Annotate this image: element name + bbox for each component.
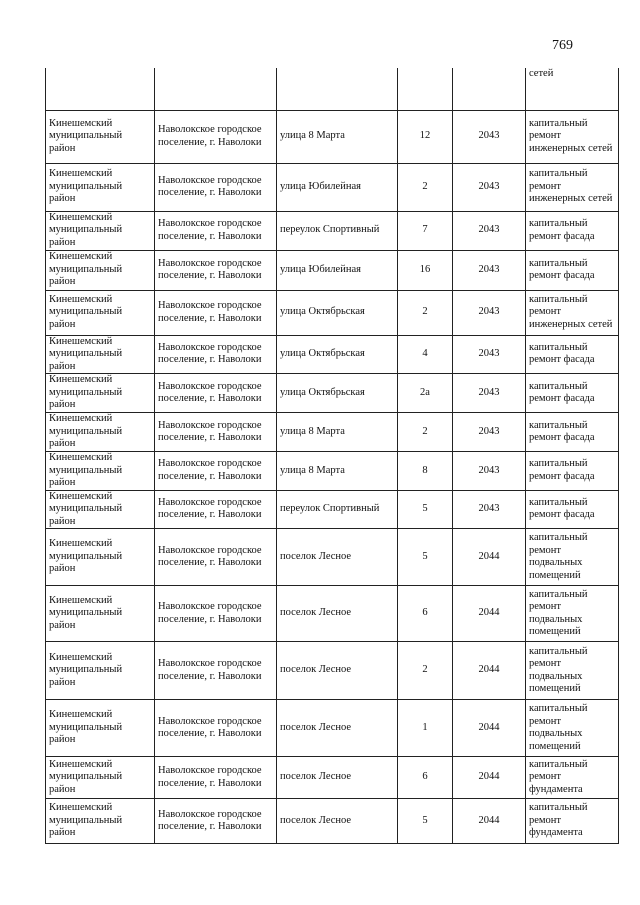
cell-house-number: 5 — [398, 799, 453, 844]
cell-district: Кинешемский муниципальный район — [46, 757, 155, 799]
cell-year: 2043 — [453, 110, 526, 163]
cell-work-type: капитальный ремонт подвальных помещений — [526, 700, 619, 757]
cell-street: поселок Лесное — [277, 757, 398, 799]
cell-house-number: 6 — [398, 586, 453, 642]
cell-street: переулок Спортивный — [277, 211, 398, 250]
cell-settlement: Наволокское городское поселение, г. Наволоки — [155, 452, 277, 491]
cell-street: поселок Лесное — [277, 700, 398, 757]
table-row — [46, 529, 619, 586]
cell-district: Кинешемский муниципальный район — [46, 211, 155, 250]
cell-settlement: Наволокское городское поселение, г. Наволоки — [155, 757, 277, 799]
cell-street: улица 8 Марта — [277, 413, 398, 452]
cell-settlement: Наволокское городское поселение, г. Наволоки — [155, 250, 277, 290]
cell-district: Кинешемский муниципальный район — [46, 586, 155, 642]
cell-house-number: 2 — [398, 413, 453, 452]
cell-work-type: капитальный ремонт подвальных помещений — [526, 529, 619, 586]
cell-street: поселок Лесное — [277, 586, 398, 642]
cell-work-type: капитальный ремонт подвальных помещений — [526, 586, 619, 642]
cell-settlement: Наволокское городское поселение, г. Наволоки — [155, 110, 277, 163]
cell-house-number: 2а — [398, 374, 453, 413]
table-row — [46, 110, 619, 163]
table-row — [46, 163, 619, 211]
cell-work-type: капитальный ремонт фасада — [526, 211, 619, 250]
cell-house-number: 7 — [398, 211, 453, 250]
cell-settlement: Наволокское городское поселение, г. Наволоки — [155, 586, 277, 642]
cell-settlement: Наволокское городское поселение, г. Наволоки — [155, 163, 277, 211]
cell-work-type: капитальный ремонт фундамента — [526, 799, 619, 844]
cell-year: 2043 — [453, 374, 526, 413]
cell-year: 2043 — [453, 335, 526, 374]
cell-work-type: капитальный ремонт инженерных сетей — [526, 110, 619, 163]
cell-district: Кинешемский муниципальный район — [46, 490, 155, 529]
cell-district: Кинешемский муниципальный район — [46, 452, 155, 491]
cell-house-number: 4 — [398, 335, 453, 374]
cell-house-number: 1 — [398, 700, 453, 757]
cell-district: Кинешемский муниципальный район — [46, 799, 155, 844]
cell-work-type: капитальный ремонт фасада — [526, 335, 619, 374]
cell-house-number: 2 — [398, 642, 453, 700]
cell-year: 2044 — [453, 757, 526, 799]
cell-street: улица Октябрьская — [277, 335, 398, 374]
cell-street: улица 8 Марта — [277, 452, 398, 491]
cell-year: 2043 — [453, 413, 526, 452]
cell-work-type: капитальный ремонт подвальных помещений — [526, 642, 619, 700]
cell-district: Кинешемский муниципальный район — [46, 374, 155, 413]
cell-street: переулок Спортивный — [277, 490, 398, 529]
cell-settlement: Наволокское городское поселение, г. Наволоки — [155, 335, 277, 374]
cell-district: Кинешемский муниципальный район — [46, 290, 155, 335]
cell-district: Кинешемский муниципальный район — [46, 529, 155, 586]
cell-year: 2043 — [453, 211, 526, 250]
cell-work-type: капитальный ремонт фасада — [526, 413, 619, 452]
cell-house-number: 12 — [398, 110, 453, 163]
cell-district: Кинешемский муниципальный район — [46, 642, 155, 700]
cell-year: 2044 — [453, 586, 526, 642]
cell-settlement: Наволокское городское поселение, г. Наволоки — [155, 529, 277, 586]
cell-year: 2043 — [453, 290, 526, 335]
cell-settlement: Наволокское городское поселение, г. Наволоки — [155, 700, 277, 757]
cell-year: 2043 — [453, 163, 526, 211]
cell-year: 2044 — [453, 529, 526, 586]
cell-street: поселок Лесное — [277, 799, 398, 844]
cell-settlement: Наволокское городское поселение, г. Наволоки — [155, 799, 277, 844]
table-row — [46, 250, 619, 290]
cell-street: улица Юбилейная — [277, 250, 398, 290]
cell-work-type: капитальный ремонт фасада — [526, 490, 619, 529]
cell-district: Кинешемский муниципальный район — [46, 163, 155, 211]
cell-year: 2044 — [453, 799, 526, 844]
cell-district: Кинешемский муниципальный район — [46, 250, 155, 290]
cell-house-number: 6 — [398, 757, 453, 799]
table-row — [46, 413, 619, 452]
cell-year: 2043 — [453, 452, 526, 491]
cell-district: Кинешемский муниципальный район — [46, 335, 155, 374]
cell-year: 2044 — [453, 700, 526, 757]
cell-street: поселок Лесное — [277, 529, 398, 586]
cell-house-number: 2 — [398, 163, 453, 211]
table-row — [46, 586, 619, 642]
cell-work-type: капитальный ремонт инженерных сетей — [526, 163, 619, 211]
cell-street: улица Юбилейная — [277, 163, 398, 211]
cell-year: 2043 — [453, 490, 526, 529]
cell-settlement: Наволокское городское поселение, г. Наволоки — [155, 211, 277, 250]
table-row — [46, 799, 619, 844]
cell-work-type: сетей — [526, 68, 619, 110]
table-row — [46, 290, 619, 335]
cell-settlement: Наволокское городское поселение, г. Наволоки — [155, 374, 277, 413]
cell-work-type: капитальный ремонт фасада — [526, 374, 619, 413]
cell-district: Кинешемский муниципальный район — [46, 110, 155, 163]
cell-settlement: Наволокское городское поселение, г. Наволоки — [155, 290, 277, 335]
cell-work-type: капитальный ремонт фасада — [526, 452, 619, 491]
table-row — [46, 452, 619, 491]
cell-street: улица Октябрьская — [277, 290, 398, 335]
cell-settlement: Наволокское городское поселение, г. Наволоки — [155, 413, 277, 452]
cell-work-type: капитальный ремонт фундамента — [526, 757, 619, 799]
cell-work-type: капитальный ремонт инженерных сетей — [526, 290, 619, 335]
cell-settlement: Наволокское городское поселение, г. Наволоки — [155, 490, 277, 529]
table-row-continued — [46, 68, 619, 110]
cell-house-number: 8 — [398, 452, 453, 491]
cell-street: поселок Лесное — [277, 642, 398, 700]
table-row — [46, 211, 619, 250]
cell-year: 2044 — [453, 642, 526, 700]
cell-house-number: 5 — [398, 529, 453, 586]
cell-house-number: 5 — [398, 490, 453, 529]
cell-work-type: капитальный ремонт фасада — [526, 250, 619, 290]
cell-house-number: 2 — [398, 290, 453, 335]
cell-house-number: 16 — [398, 250, 453, 290]
table-row — [46, 757, 619, 799]
page-number: 769 — [552, 38, 573, 53]
cell-street: улица Октябрьская — [277, 374, 398, 413]
cell-settlement: Наволокское городское поселение, г. Наволоки — [155, 642, 277, 700]
table-row — [46, 374, 619, 413]
cell-district: Кинешемский муниципальный район — [46, 413, 155, 452]
cell-year: 2043 — [453, 250, 526, 290]
table-row — [46, 700, 619, 757]
cell-street: улица 8 Марта — [277, 110, 398, 163]
table-row — [46, 642, 619, 700]
table-row — [46, 335, 619, 374]
cell-district: Кинешемский муниципальный район — [46, 700, 155, 757]
table-row — [46, 490, 619, 529]
repair-schedule-table — [45, 68, 619, 844]
